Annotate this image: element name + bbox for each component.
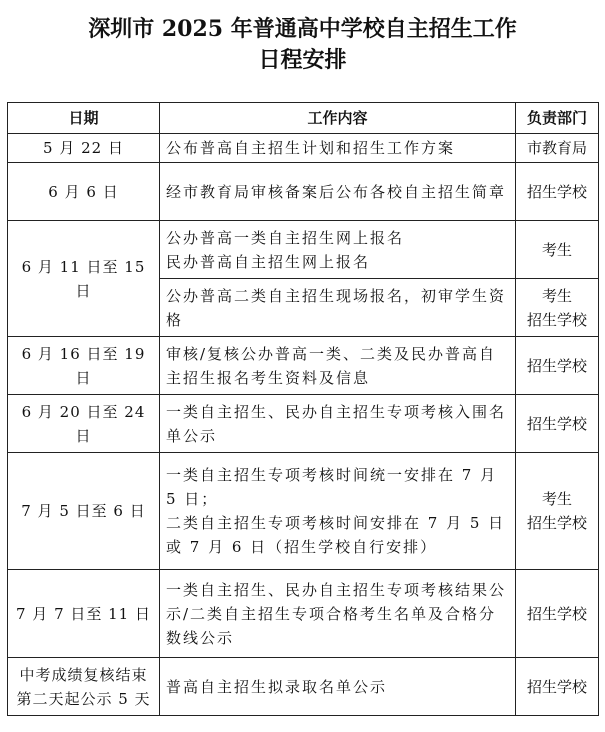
row-date: 中考成绩复核结束 第二天起公示 5 天 — [8, 658, 160, 716]
table-row — [8, 453, 599, 570]
header-dept: 负责部门 — [516, 103, 599, 134]
table-row — [8, 395, 599, 453]
row-dept: 考生 招生学校 — [516, 279, 599, 337]
row-content: 公布普高自主招生计划和招生工作方案 — [160, 134, 516, 163]
row-content: 审核/复核公办普高一类、二类及民办普高自主招生报名考生资料及信息 — [160, 337, 516, 395]
row-content: 公办普高一类自主招生网上报名 民办普高自主招生网上报名 — [160, 221, 516, 279]
header-content: 工作内容 — [160, 103, 516, 134]
row-dept: 招生学校 — [516, 658, 599, 716]
table-row — [8, 337, 599, 395]
row-dept: 市教育局 — [516, 134, 599, 163]
row-dept: 招生学校 — [516, 163, 599, 221]
title-line-1: 深圳市 2025 年普通高中学校自主招生工作 — [88, 16, 517, 42]
row-content: 公办普高二类自主招生现场报名，初审学生资格 — [160, 279, 516, 337]
row-content: 一类自主招生、民办自主招生专项考核结果公示/二类自主招生专项合格考生名单及合格分数线公示 — [160, 570, 516, 658]
row-date: 7 月 5 日至 6 日 — [8, 453, 160, 570]
table-row — [8, 221, 599, 279]
table-header-row — [8, 103, 599, 134]
row-date: 6 月 11 日至 15 日 — [8, 221, 160, 337]
table-row — [8, 163, 599, 221]
row-date: 6 月 20 日至 24 日 — [8, 395, 160, 453]
table-row — [8, 570, 599, 658]
row-content: 经市教育局审核备案后公布各校自主招生简章 — [160, 163, 516, 221]
table-row — [8, 658, 599, 716]
table-row — [8, 134, 599, 163]
header-date: 日期 — [8, 103, 160, 134]
row-content: 一类自主招生专项考核时间统一安排在 7 月 5 日； 二类自主招生专项考核时间安排在 7 月 5 日或 7 月 6 日（招生学校自行安排） — [160, 453, 516, 570]
document-title — [0, 0, 605, 82]
row-content: 普高自主招生拟录取名单公示 — [160, 658, 516, 716]
row-dept: 考生 招生学校 — [516, 453, 599, 570]
row-date: 7 月 7 日至 11 日 — [8, 570, 160, 658]
row-date: 5 月 22 日 — [8, 134, 160, 163]
row-dept: 招生学校 — [516, 395, 599, 453]
row-date: 6 月 16 日至 19 日 — [8, 337, 160, 395]
row-dept: 招生学校 — [516, 337, 599, 395]
row-dept: 招生学校 — [516, 570, 599, 658]
row-date: 6 月 6 日 — [8, 163, 160, 221]
title-line-2: 日程安排 — [258, 47, 347, 73]
row-content: 一类自主招生、民办自主招生专项考核入围名单公示 — [160, 395, 516, 453]
schedule-table — [7, 102, 599, 716]
row-dept: 考生 — [516, 221, 599, 279]
